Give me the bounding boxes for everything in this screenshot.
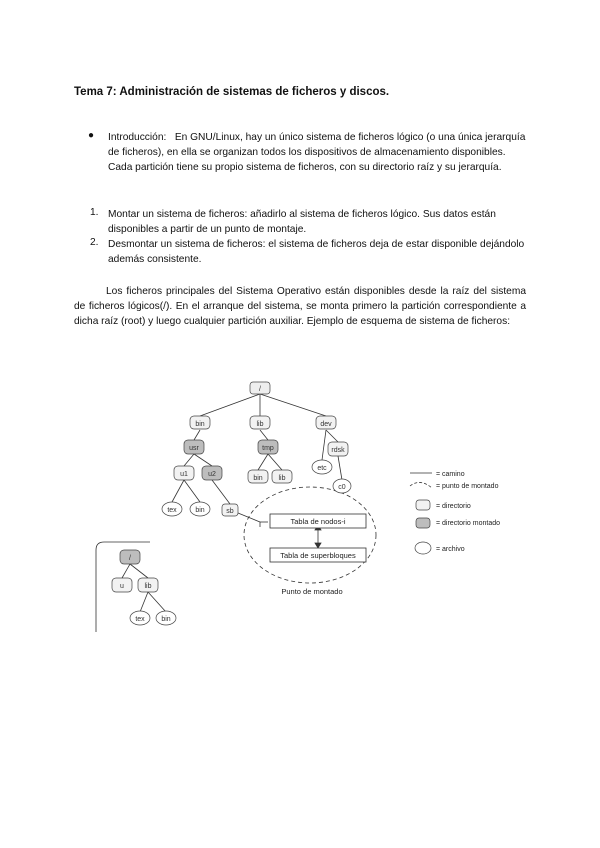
node-u1-label: u1 — [180, 471, 188, 478]
node-tex-label: tex — [167, 507, 177, 514]
legend-file-label: = archivo — [436, 546, 465, 553]
legend-mountpoint-label: = punto de montado — [436, 483, 499, 490]
node-sb — [222, 504, 238, 516]
legend-mounted-directory-label: = directorio montado — [436, 520, 501, 527]
superblock-table-label: Tabla de superbloques — [280, 551, 356, 560]
node-bin-leaf-label: bin — [195, 507, 205, 514]
document-title: Tema 7: Administración de sistemas de ficheros y discos. — [74, 86, 390, 98]
legend-file-icon — [415, 542, 431, 554]
node-usr-mounted — [184, 440, 204, 454]
node-usr-label: usr — [189, 445, 199, 452]
body-paragraph: Los ficheros principales del Sistema Operativo están disponibles desde la raíz del sistema de ficheros lógicos(/). En el arranque del sistema, se monta primero la partición correspondiente a dicha raíz (root) y luego cualquier partición auxiliar. Ejemplo de esquema de sistema de ficheros: — [74, 286, 526, 328]
node-u2-label: u2 — [208, 471, 216, 478]
legend-directory-label: = directorio — [436, 503, 471, 510]
node-tex — [162, 502, 182, 516]
list-item-2: Desmontar un sistema de ficheros: el sistema de ficheros deja de estar disponible dejándolo además consistente. — [108, 239, 525, 266]
legend-mounted-directory-icon — [416, 518, 430, 528]
node-mounted-lib-label: lib — [144, 583, 152, 590]
node-sb-label: sb — [226, 508, 234, 515]
intro-text: En GNU/Linux, hay un único sistema de ficheros lógico (o una única jerarquía de ficheros), en ella se organizan todos los dispositivos de almacenamiento disponibles. Cada partición tiene su propio sistema de ficheros, con su directorio raíz y su jerarquía. — [108, 132, 526, 174]
diagram-legend — [415, 471, 500, 554]
legend-directory-icon — [416, 500, 430, 510]
node-lib — [250, 416, 270, 429]
node-u2-mounted — [202, 466, 222, 480]
node-c0 — [333, 479, 351, 493]
mount-point-label: Punto de montado — [281, 587, 343, 596]
node-mounted-u-label: u — [120, 583, 124, 590]
node-mounted-root — [120, 550, 140, 564]
node-lib-usr-label: lib — [278, 475, 286, 482]
list-number-1: 1. — [90, 207, 99, 218]
list-item-1: Montar un sistema de ficheros: añadirlo al sistema de ficheros lógico. Sus datos están disponibles a partir de un punto de montaje. — [108, 209, 496, 236]
node-bin-usr — [248, 470, 268, 483]
node-etc-label: etc — [317, 465, 327, 472]
node-rdsk-label: rdsk — [331, 447, 345, 454]
superblock-table — [270, 548, 366, 562]
node-root-label: / — [259, 386, 261, 393]
inode-table-label: Tabla de nodos-i — [290, 517, 346, 526]
node-bin-top-label: bin — [195, 421, 205, 428]
node-bin-leaf — [190, 502, 210, 516]
node-lib-usr — [272, 470, 292, 483]
bullet-marker: ● — [88, 130, 95, 141]
node-lib-label: lib — [256, 421, 264, 428]
node-tmp-label: tmp — [262, 445, 274, 452]
node-mounted-bin — [156, 611, 176, 625]
list-number-2: 2. — [90, 237, 99, 248]
node-bin-top — [190, 416, 210, 429]
node-mounted-u — [112, 578, 132, 592]
node-mounted-root-label: / — [129, 555, 131, 562]
filesystem-diagram — [90, 370, 530, 632]
node-u1 — [174, 466, 194, 480]
node-rdsk — [328, 442, 348, 456]
intro-label: Introducción: — [108, 132, 167, 143]
intro-paragraph — [108, 130, 528, 176]
node-mounted-tex — [130, 611, 150, 625]
node-tmp-mounted — [258, 440, 278, 454]
node-etc — [312, 460, 332, 474]
inode-table — [270, 514, 366, 528]
node-c0-label: c0 — [338, 484, 346, 491]
node-dev-label: dev — [320, 421, 332, 428]
filesystem-diagram-svg — [90, 370, 530, 632]
legend-path-label: = camino — [436, 471, 465, 478]
node-mounted-tex-label: tex — [135, 616, 145, 623]
node-mounted-lib — [138, 578, 158, 592]
node-root — [250, 382, 270, 394]
node-dev — [316, 416, 336, 429]
node-bin-usr-label: bin — [253, 475, 263, 482]
node-mounted-bin-label: bin — [161, 616, 171, 623]
